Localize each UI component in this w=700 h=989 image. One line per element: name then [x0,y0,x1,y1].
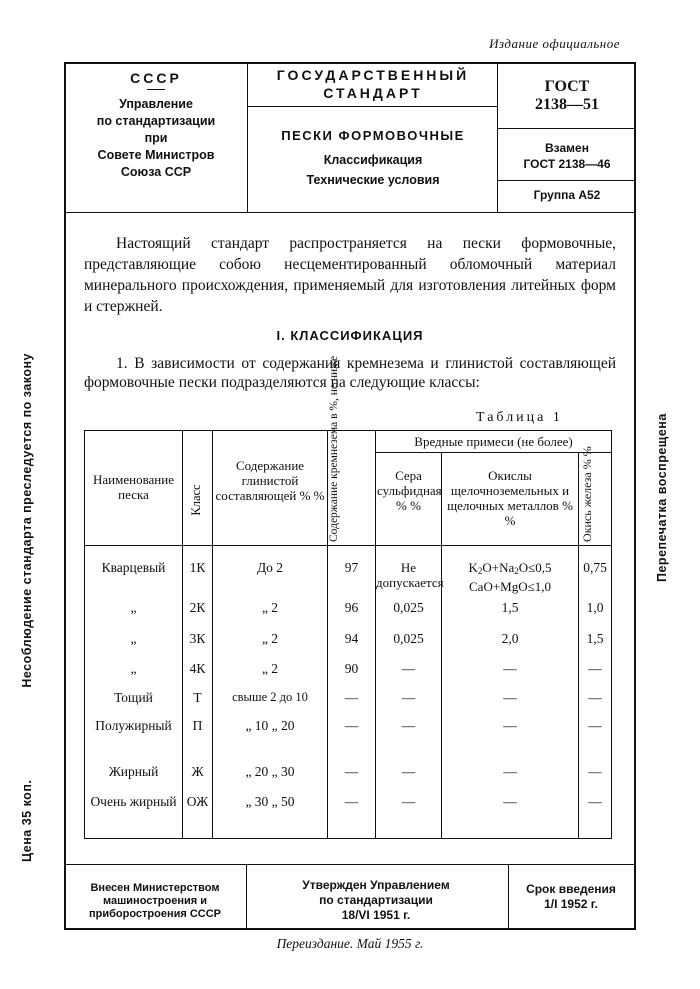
row3-sulfur: 0,025 [393,631,424,646]
clause-1 [84,354,616,392]
standard-type-line-2: СТАНДАРТ [323,85,423,101]
row7-name: Жирный [108,764,159,779]
row2-name: „ [130,600,137,615]
th-clay: Содержание глинистой составляющей % % [215,458,325,503]
row2-silica: 96 [344,600,359,615]
row8-class: ОЖ [186,794,209,809]
side-left-notice [20,353,34,862]
standard-title: ПЕСКИ ФОРМОВОЧНЫЕ [281,128,465,143]
authority-line-3: при [144,131,168,145]
row1-class: 1К [189,560,206,575]
header-dash [147,89,165,90]
group-label: Группа А52 [533,188,601,202]
row5-silica: — [344,690,359,705]
row4-alkali: — [503,661,517,676]
row7-class: Ж [191,764,204,779]
table-left-rule [84,430,85,838]
approved-line-2: по стандартизации [319,893,433,907]
authority-line-4: Совете Министров [97,148,215,162]
footer-top-rule [64,864,636,865]
row2-sulfur: 0,025 [393,600,424,615]
country-label: СССР [130,70,182,86]
table-top-rule [84,430,612,431]
reprint-prohibited: Перепечатка воспрещена [655,413,669,582]
th-harmful: Вредные примеси (не более) [414,434,573,449]
row6-class: П [192,718,203,733]
row1-clay: До 2 [256,560,284,575]
authority-line-2: по стандартизации [96,114,216,128]
th-silica: Содержание кремнезема в %, не ниже [328,355,340,542]
row4-clay: „ 2 [261,661,279,676]
authority-line-5: Союза ССР [120,165,192,179]
approved-line-1: Утвержден Управлением [302,878,450,892]
row8-name: Очень жирный [90,794,177,809]
edition-note: Издание официальное [489,36,620,51]
th-class: Класс [189,484,203,516]
row1-sulfur: Не допускается [376,560,444,590]
table-col-rule-2 [212,430,213,838]
th-sulfur: Сера сульфидная % % [377,468,442,513]
header-mid-rule [247,106,497,107]
approved-by [246,878,506,923]
row1-alkali [442,560,578,594]
table-bottom-rule [84,838,612,839]
row6-iron: — [588,718,602,733]
row1-iron: 0,75 [583,560,607,575]
replaces-block [499,140,635,172]
table-harmful-rule [375,452,612,453]
th-iron: Окись железа % % [580,446,594,542]
gost-label: ГОСТ [544,78,590,95]
row8-sulfur: — [401,794,416,809]
row2-clay: „ 2 [261,600,279,615]
intro-paragraph [84,233,616,317]
approved-line-3: 18/VI 1951 г. [341,908,411,922]
replaces-value: ГОСТ 2138—46 [523,157,611,171]
row5-alkali: — [503,690,517,705]
row6-sulfur: — [401,718,416,733]
standard-subtitle-1: Классификация [323,153,423,167]
standard-type-line-1: ГОСУДАРСТВЕННЫЙ [276,67,470,83]
row3-name: „ [130,631,137,646]
row1-silica: 97 [344,560,359,575]
row8-iron: — [588,794,602,809]
row4-sulfur: — [401,661,416,676]
header-bottom-rule [64,212,636,213]
submitted-by: Внесен Министерством машиностроения и приборостроения СССР [88,882,222,920]
row2-alkali: 1,5 [501,600,519,615]
header-right-rule-1 [497,128,636,129]
effective-label: Срок введения [526,882,616,896]
authority-line-1: Управление [119,97,193,111]
clause-1-text: 1. В зависимости от содержания кремнезема и глинистой составляющей формовочные пески подразделяются на следующие классы: [84,355,616,391]
row5-clay: свыше 2 до 10 [232,690,308,704]
standard-type [249,66,497,102]
header-divider-left [247,62,248,212]
reissue-note: Переиздание. Май 1955 г. [276,936,424,951]
row3-alkali: 2,0 [501,631,519,646]
row7-clay: „ 20 „ 30 [245,764,295,779]
standard-subtitle-2: Технические условия [306,173,440,187]
row4-silica: 90 [344,661,359,676]
table-label: Таблица 1 [476,410,563,425]
row2-iron: 1,0 [586,600,604,615]
row8-clay: „ 30 „ 50 [245,794,295,809]
row6-silica: — [344,718,359,733]
row4-iron: — [588,661,602,676]
gost-number-block [499,78,635,114]
th-alkali: Окислы щелочноземельных и щелочных металлов % % [447,468,573,528]
row1-name: Кварцевый [101,560,166,575]
gost-number: 2138—51 [535,96,599,113]
row8-silica: — [344,794,359,809]
row3-class: 3К [189,631,206,646]
row7-iron: — [588,764,602,779]
section-title: I. КЛАССИФИКАЦИЯ [276,328,424,343]
th-name: Наименование песка [93,472,174,502]
row1-alkali-line1: $K_2O+Na_2O\le 0,5$ [468,560,552,576]
row4-class: 4К [189,661,206,676]
table-right-rule [611,430,612,838]
row3-iron: 1,5 [586,631,604,646]
table-header-rule [84,545,612,546]
row5-class: Т [193,690,202,705]
intro-text: Настоящий стандарт распространяется на пески формовочные, представляющие собою несцементированный обломочный материал минерального происхождения, применяемый для изготовления литейных форм и стержней. [84,235,616,315]
row5-name: Тощий [114,690,153,705]
row4-name: „ [130,661,137,676]
row2-class: 2К [189,600,206,615]
row7-silica: — [344,764,359,779]
header-right-rule-2 [497,180,636,181]
row5-sulfur: — [401,690,416,705]
row6-name: Полужирный [95,718,172,733]
standard-title-block [249,126,497,190]
row5-iron: — [588,690,602,705]
effective-value: 1/I 1952 г. [544,897,598,911]
row7-alkali: — [503,764,517,779]
row7-sulfur: — [401,764,416,779]
legal-warning: Несоблюдение стандарта преследуется по закону [20,352,34,688]
row6-alkali: — [503,718,517,733]
row3-silica: 94 [344,631,359,646]
replaces-label: Взамен [545,141,589,155]
row3-clay: „ 2 [261,631,279,646]
row6-clay: „ 10 „ 20 [245,718,295,733]
row1-alkali-line2: CaO+MgO≤1,0 [469,579,551,594]
header-divider-right [497,62,498,212]
effective-date [508,882,634,912]
price-label: Цена 35 коп. [20,779,34,862]
row8-alkali: — [503,794,517,809]
issuing-authority [66,70,246,181]
